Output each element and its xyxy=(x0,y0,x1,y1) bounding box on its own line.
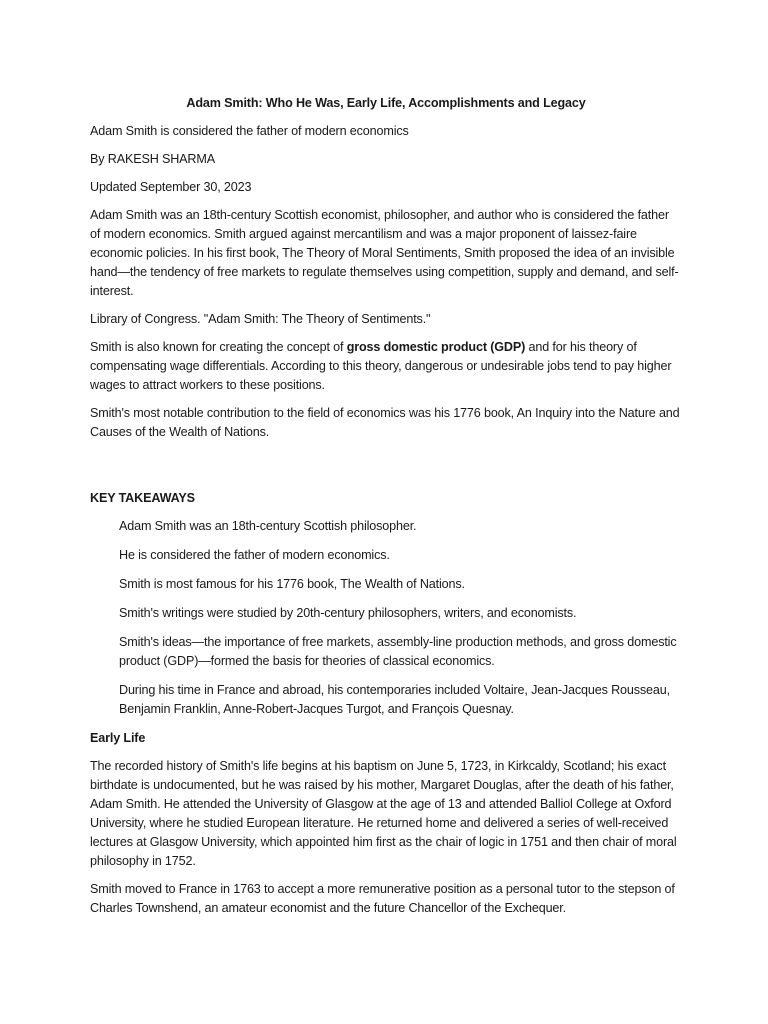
document-page xyxy=(90,94,682,927)
early-life-paragraph-1: The recorded history of Smith's life begins at his baptism on June 5, 1723, in Kirkcaldy, Scotland; his exact birthdate is undocumented, but he was raised by his mother, Margaret Douglas, after the death of his father, Adam Smith. He attended the University of Glasgow at the age of 13 and attended Balliol College at Oxford University, where he studied European literature. He returned home and delivered a series of well-received lectures at Glasgow University, which appointed him first as the chair of logic in 1751 and then chair of moral philosophy in 1752. xyxy=(90,759,677,868)
citation-paragraph: Library of Congress. "Adam Smith: The Theory of Sentiments." xyxy=(90,312,431,326)
takeaway-item: Smith is most famous for his 1776 book, The Wealth of Nations. xyxy=(119,577,465,591)
wealth-paragraph: Smith's most notable contribution to the field of economics was his 1776 book, An Inquiry into the Nature and Causes of the Wealth of Nations. xyxy=(90,406,680,439)
takeaway-item: He is considered the father of modern economics. xyxy=(119,548,390,562)
takeaway-item: During his time in France and abroad, his contemporaries included Voltaire, Jean-Jacques Rousseau, Benjamin Franklin, Anne-Robert-Jacques Turgot, and François Quesnay. xyxy=(119,683,670,716)
key-takeaways-heading: KEY TAKEAWAYS xyxy=(90,491,195,505)
early-life-heading: Early Life xyxy=(90,731,146,745)
intro-paragraph: Adam Smith was an 18th-century Scottish economist, philosopher, and author who is considered the father of modern economics. Smith argued against mercantilism and was a major proponent of laissez-faire economic policies. In his first book, The Theory of Moral Sentiments, Smith proposed the idea of an invisible hand—the tendency of free markets to regulate themselves using competition, supply and demand, and self-interest. xyxy=(90,208,679,298)
gdp-bold-term: gross domestic product (GDP) xyxy=(346,340,526,354)
article-subtitle: Adam Smith is considered the father of modern economics xyxy=(90,124,409,138)
article-updated-date: Updated September 30, 2023 xyxy=(90,180,252,194)
early-life-paragraph-2: Smith moved to France in 1763 to accept a more remunerative position as a personal tutor to the stepson of Charles Townshend, an amateur economist and the future Chancellor of the Exchequer. xyxy=(90,882,675,915)
article-title: Adam Smith: Who He Was, Early Life, Accomplishments and Legacy xyxy=(186,96,586,110)
section-spacer xyxy=(90,451,682,489)
gdp-text-after: and for his theory of compensating wage differentials. According to this theory, dangerous or undesirable jobs tend to pay higher wages to attract workers to these positions. xyxy=(90,340,672,392)
key-takeaways-list xyxy=(90,517,682,719)
article-byline: By RAKESH SHARMA xyxy=(90,152,215,166)
takeaway-item: Adam Smith was an 18th-century Scottish philosopher. xyxy=(119,519,417,533)
gdp-paragraph xyxy=(90,338,682,395)
takeaway-item: Smith's writings were studied by 20th-century philosophers, writers, and economists. xyxy=(119,606,577,620)
takeaway-item: Smith's ideas—the importance of free markets, assembly-line production methods, and gross domestic product (GDP)—formed the basis for theories of classical economics. xyxy=(119,635,677,668)
gdp-text-before: Smith is also known for creating the concept of xyxy=(90,340,347,354)
